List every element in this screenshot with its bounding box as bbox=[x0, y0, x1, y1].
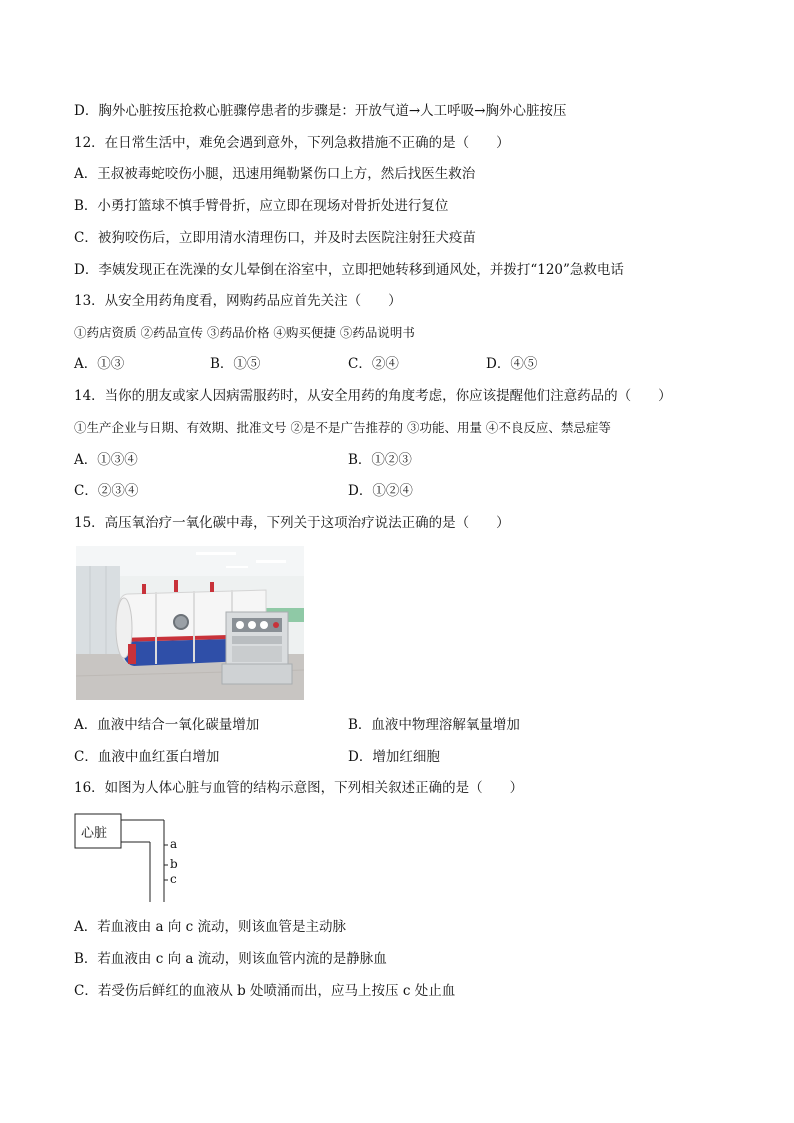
q13-option-b: B．①⑤ bbox=[210, 356, 261, 372]
q14-option-c: C．②③④ bbox=[74, 483, 139, 499]
vessel-label-a: a bbox=[170, 837, 178, 851]
q12-stem: 12．在日常生活中，难免会遇到意外，下列急救措施不正确的是（ ） bbox=[74, 135, 510, 151]
q13-option-c: C．②④ bbox=[348, 356, 399, 372]
q11-option-d: D．胸外心脏按压抢救心脏骤停患者的步骤是：开放气道→人工呼吸→胸外心脏按压 bbox=[74, 103, 567, 119]
q12-option-b: B．小勇打篮球不慎手臂骨折，应立即在现场对骨折处进行复位 bbox=[74, 198, 449, 214]
hyperbaric-chamber-photo bbox=[76, 546, 304, 700]
q14-option-b: B．①②③ bbox=[348, 452, 412, 468]
q13-stem: 13．从安全用药角度看，网购药品应首先关注（ ） bbox=[74, 293, 402, 309]
q15-stem: 15．高压氧治疗一氧化碳中毒，下列关于这项治疗说法正确的是（ ） bbox=[74, 515, 510, 531]
q14-option-a: A．①③④ bbox=[74, 452, 138, 468]
q13-items: ①药店资质 ②药品宣传 ③药品价格 ④购买便捷 ⑤药品说明书 bbox=[74, 325, 415, 340]
vessel-label-c: c bbox=[170, 872, 177, 886]
heart-box-label: 心脏 bbox=[81, 826, 108, 841]
q15-option-c: C．血液中血红蛋白增加 bbox=[74, 749, 220, 765]
vessel-label-b: b bbox=[170, 857, 178, 871]
q13-option-d: D．④⑤ bbox=[486, 356, 538, 372]
q12-option-a: A．王叔被毒蛇咬伤小腿，迅速用绳勒紧伤口上方，然后找医生救治 bbox=[74, 166, 476, 182]
q14-stem: 14．当你的朋友或家人因病需服药时，从安全用药的角度考虑，你应该提醒他们注意药品的（ ） bbox=[74, 388, 672, 404]
q16-option-a: A．若血液由 a 向 c 流动，则该血管是主动脉 bbox=[74, 919, 347, 935]
q16-stem: 16．如图为人体心脏与血管的结构示意图，下列相关叙述正确的是（ ） bbox=[74, 780, 524, 796]
q15-option-b: B．血液中物理溶解氧量增加 bbox=[348, 717, 520, 733]
q16-option-c: C．若受伤后鲜红的血液从 b 处喷涌而出，应马上按压 c 处止血 bbox=[74, 983, 456, 999]
q15-option-d: D．增加红细胞 bbox=[348, 749, 440, 765]
heart-vessel-diagram bbox=[74, 810, 204, 910]
q12-option-d: D．李姨发现正在洗澡的女儿晕倒在浴室中，立即把她转移到通风处，并拨打“120”急救电话 bbox=[74, 262, 624, 278]
q12-option-c: C．被狗咬伤后，立即用清水清理伤口，并及时去医院注射狂犬疫苗 bbox=[74, 230, 476, 246]
q14-items: ①生产企业与日期、有效期、批准文号 ②是不是广告推荐的 ③功能、用量 ④不良反应、禁忌症等 bbox=[74, 420, 611, 435]
q14-option-d: D．①②④ bbox=[348, 483, 413, 499]
q15-option-a: A．血液中结合一氧化碳量增加 bbox=[74, 717, 260, 733]
q16-option-b: B．若血液由 c 向 a 流动，则该血管内流的是静脉血 bbox=[74, 951, 387, 967]
q13-option-a: A．①③ bbox=[74, 356, 125, 372]
